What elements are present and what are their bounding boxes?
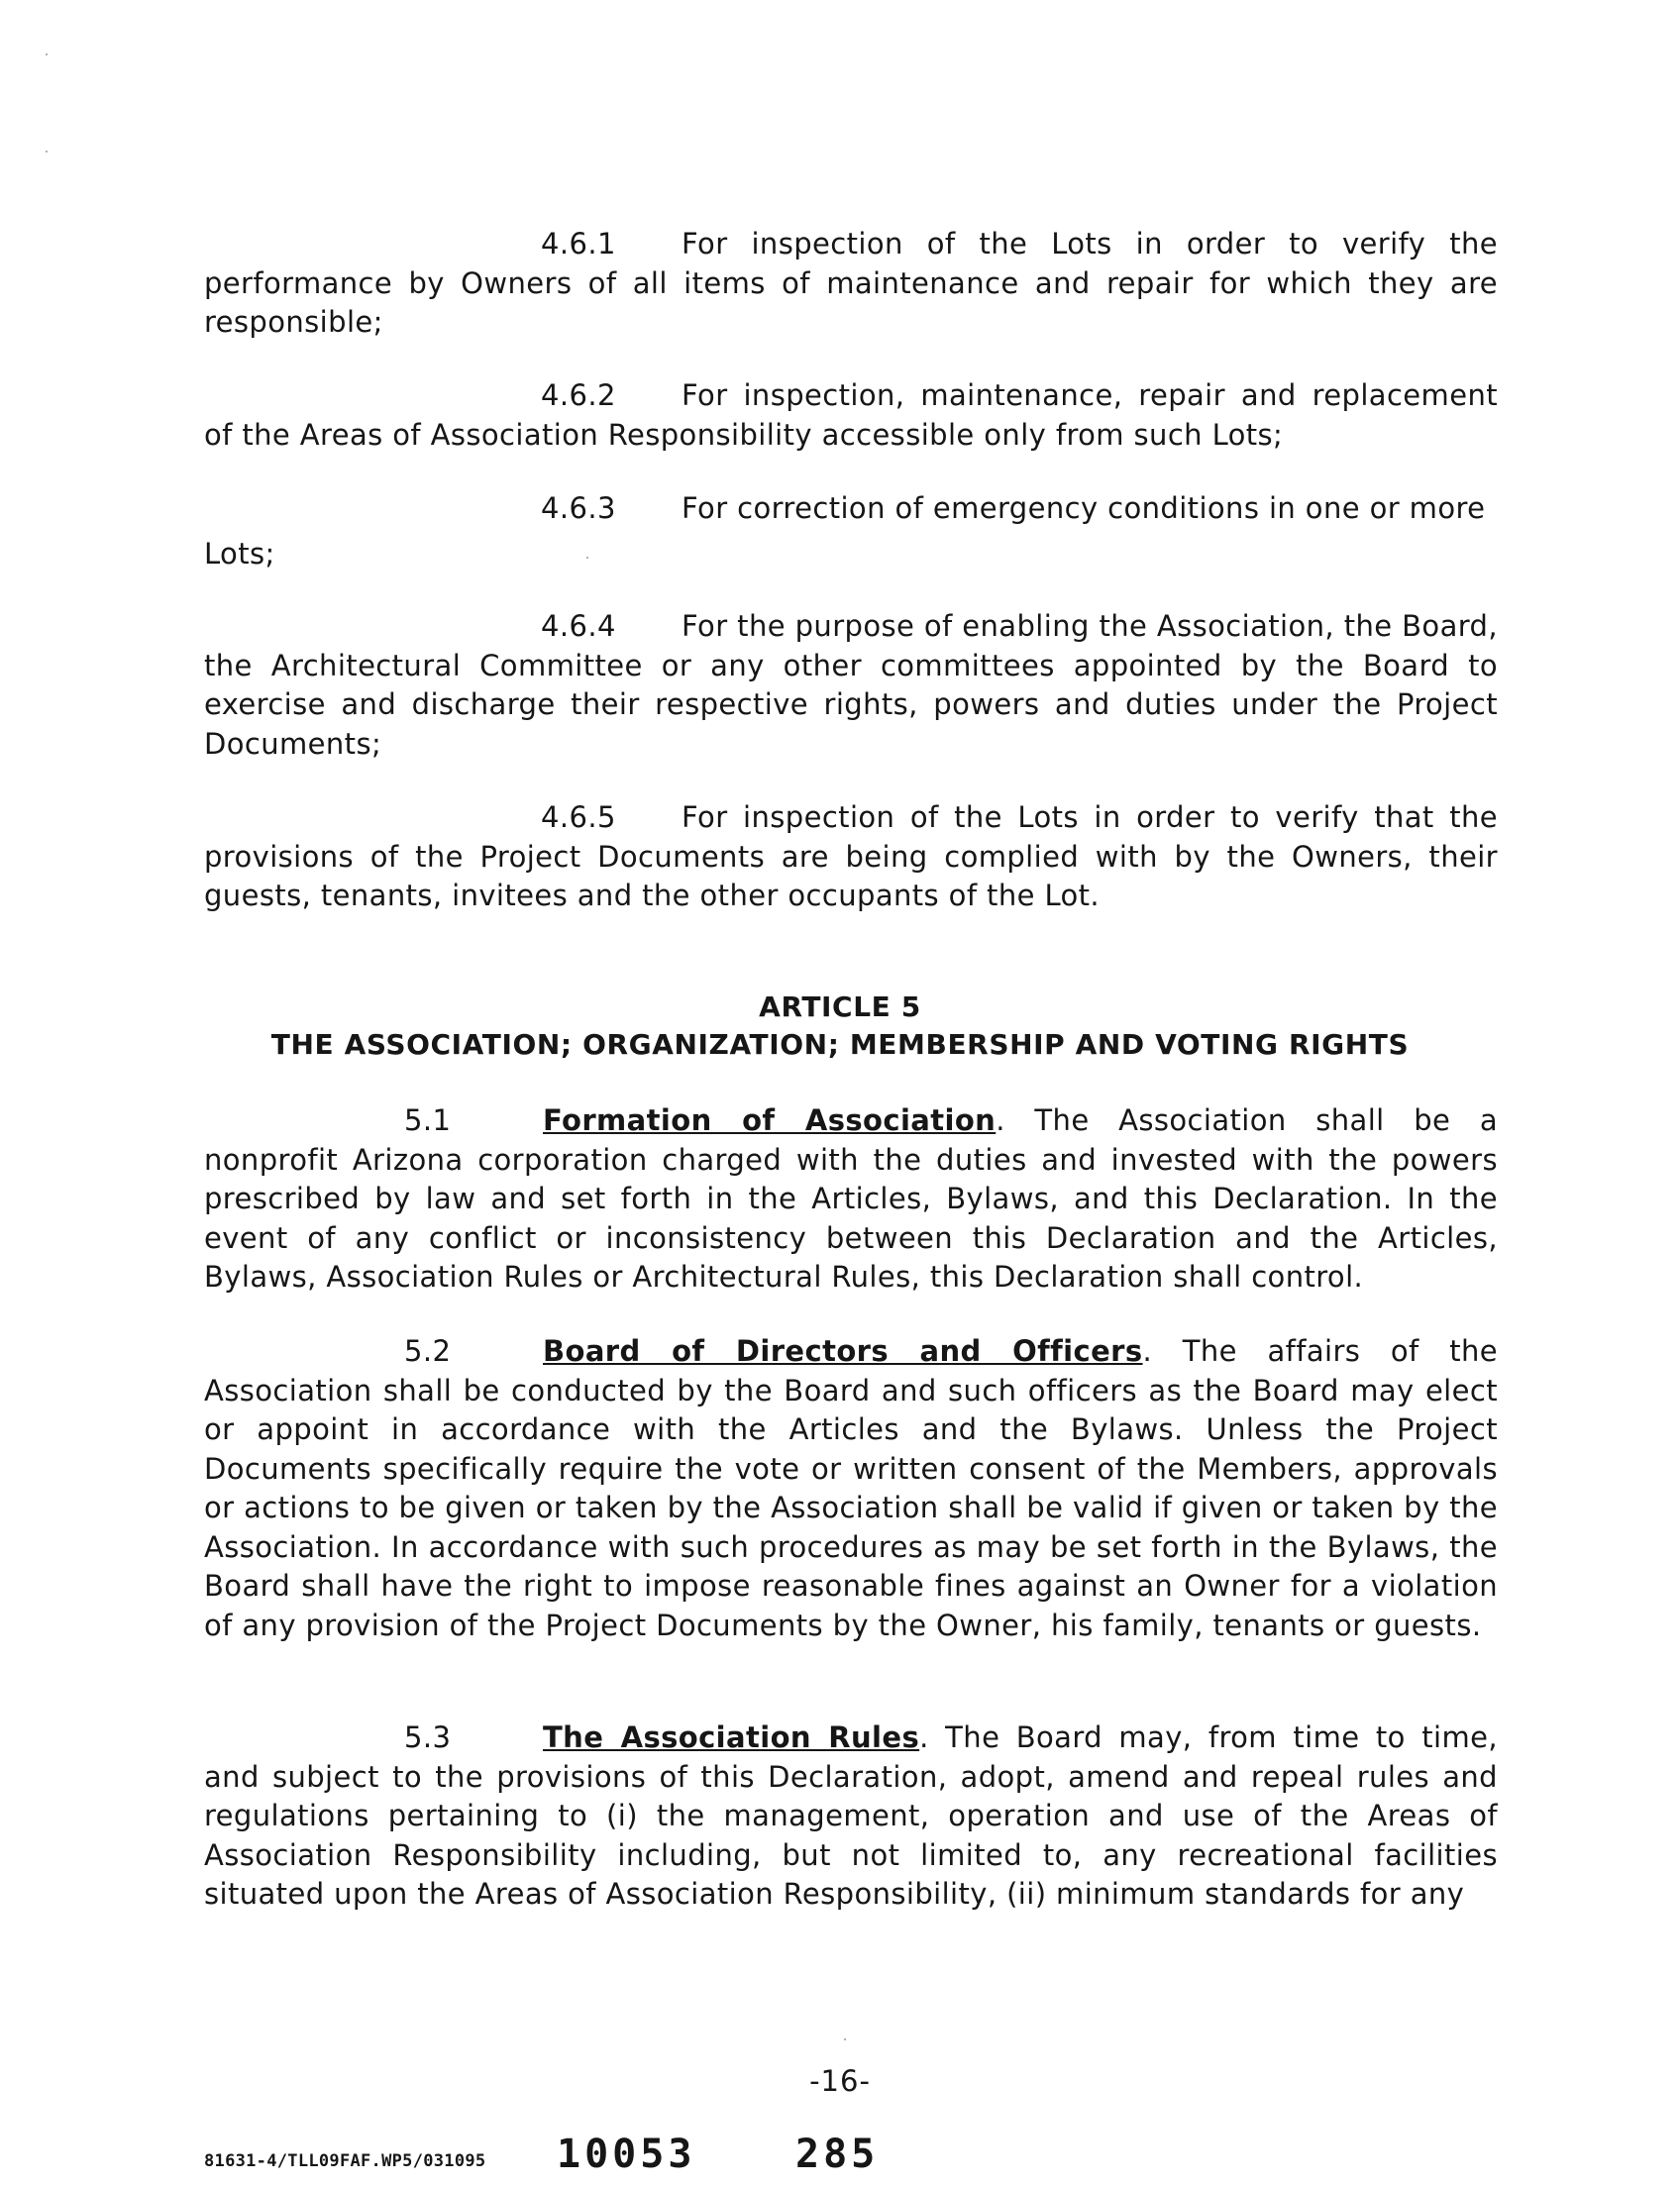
subsection-number: 4.6.5 bbox=[541, 800, 616, 834]
scan-speck bbox=[586, 557, 588, 559]
section-5-3 bbox=[204, 1718, 1498, 1915]
subsection-number: 4.6.3 bbox=[541, 491, 616, 525]
subsection-4-6-1 bbox=[204, 225, 1498, 343]
scan-speck bbox=[46, 53, 48, 55]
section-text: . The Board may, from time to time, and subject to the provisions of this Declaration, adopt, amend and repeal rules and regulations pertaining to (i) the management, operation and use of the Areas of Association Responsibility including, but not limited to, any recreational facilities situated upon the Areas of Association Responsibility, (ii) minimum standards for any bbox=[204, 1720, 1498, 1911]
section-title: Formation of Association bbox=[543, 1103, 997, 1137]
subsection-text: For inspection of the Lots in order to verify the performance by Owners of all items of maintenance and repair for which they are responsible; bbox=[204, 227, 1498, 339]
section-text: . The affairs of the Association shall be conducted by the Board and such officers as the Board may elect or appoint in accordance with the Articles and the Bylaws. Unless the Project Documents specifically require the vote or written consent of the Members, approvals or actions to be given or taken by the Association shall be valid if given or taken by the Association. In accordance with such procedures as may be set forth in the Bylaws, the Board shall have the right to impose reasonable fines against an Owner for a violation of any provision of the Project Documents by the Owner, his family, tenants or guests. bbox=[204, 1334, 1498, 1642]
section-5-1 bbox=[204, 1101, 1498, 1298]
subsection-4-6-5 bbox=[204, 798, 1498, 916]
subsection-text: For correction of emergency conditions in one or more bbox=[682, 491, 1486, 525]
section-title: Board of Directors and Officers bbox=[543, 1334, 1143, 1368]
record-number-left: 10053 bbox=[557, 2132, 696, 2177]
scan-speck bbox=[844, 2038, 846, 2040]
subsection-continuation: Lots; bbox=[204, 537, 275, 571]
subsection-text: For the purpose of enabling the Association, the Board, the Architectural Committee or any other committees appointed by the Board to exercise and discharge their respective rights, powers and duties under the Project Documents; bbox=[204, 609, 1498, 761]
subsection-number: 4.6.1 bbox=[541, 227, 616, 260]
subsection-number: 4.6.4 bbox=[541, 609, 616, 643]
section-number: 5.2 bbox=[404, 1334, 452, 1368]
section-5-2 bbox=[204, 1332, 1498, 1645]
record-number-right: 285 bbox=[795, 2132, 880, 2177]
subsection-text: For inspection of the Lots in order to verify that the provisions of the Project Documents are being complied with by the Owners, their guests, tenants, invitees and the other occupants of the Lot. bbox=[204, 800, 1498, 912]
subsection-4-6-4 bbox=[204, 607, 1498, 764]
article-title-heading: THE ASSOCIATION; ORGANIZATION; MEMBERSHIP AND VOTING RIGHTS bbox=[270, 1028, 1410, 1061]
section-number: 5.1 bbox=[404, 1103, 452, 1137]
article-number-heading: ARTICLE 5 bbox=[759, 990, 921, 1023]
page-number: -16- bbox=[809, 2064, 871, 2098]
section-text: . The Association shall be a nonprofit Arizona corporation charged with the duties and invested with the powers prescribed by law and set forth in the Articles, Bylaws, and this Declaration. In the event of any conflict or inconsistency between this Declaration and the Articles, Bylaws, Association Rules or Architectural Rules, this Declaration shall control. bbox=[204, 1103, 1498, 1294]
subsection-number: 4.6.2 bbox=[541, 378, 616, 412]
subsection-4-6-2 bbox=[204, 376, 1498, 455]
section-title: The Association Rules bbox=[543, 1720, 920, 1754]
document-reference: 81631-4/TLL09FAF.WP5/031095 bbox=[204, 2151, 486, 2171]
scan-speck bbox=[46, 151, 48, 153]
section-number: 5.3 bbox=[404, 1720, 452, 1754]
subsection-text: For inspection, maintenance, repair and replacement of the Areas of Association Responsibility accessible only from such Lots; bbox=[204, 378, 1498, 452]
subsection-4-6-3 bbox=[204, 489, 1498, 529]
